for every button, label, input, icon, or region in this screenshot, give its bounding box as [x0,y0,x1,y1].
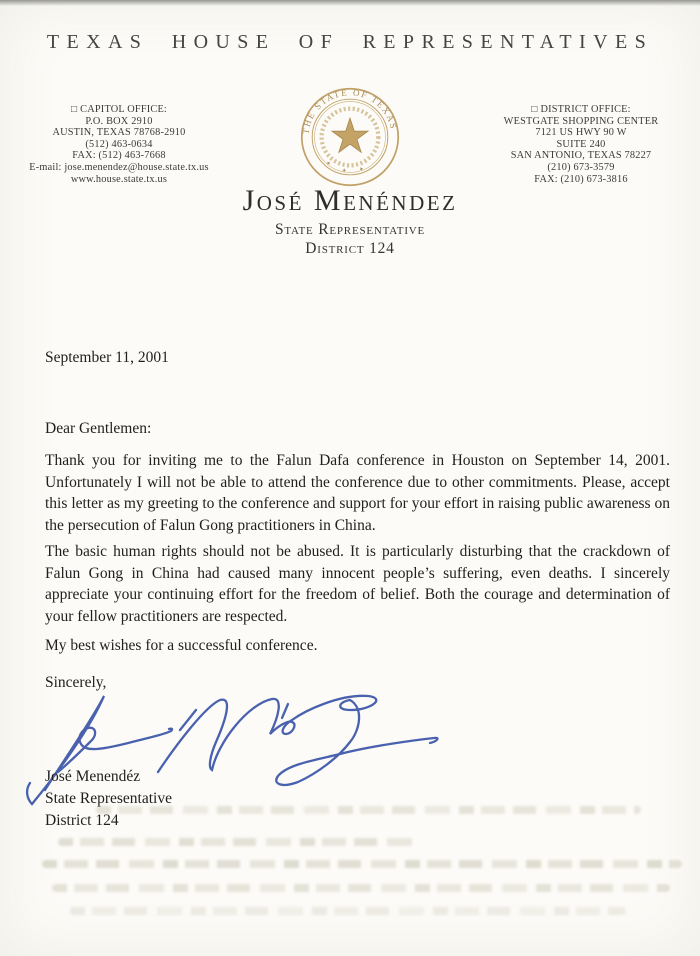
representative-title: State Representative [274,221,426,238]
signature-block [45,766,172,832]
seal-star [332,118,368,152]
letter-paragraph: Thank you for inviting me to the Falun Dafa conference in Houston on September 14, 2001. Unfortunately I will not be able to attend the conference due to other commitments. Please, accept this letter as my greeting to the conference and support for your effort in raising public awareness on the persecution of Falun Gong practitioners in China. [45,452,670,534]
district-office-line: WESTGATE SHOPPING CENTER [503,115,659,127]
signature-district: District 124 [45,812,119,829]
seal-ring-text: THE STATE OF TEXAS [300,87,400,135]
bleed-through-line [42,860,682,868]
capitol-office-email-line: E-mail: jose.menendez@house.state.tx.us [29,161,209,173]
capitol-office-line: AUSTIN, TEXAS 78768-2910 [52,127,186,139]
district-office-line: (210) 673-3579 [547,161,615,173]
bleed-through-line [58,838,420,846]
representative-district: District 124 [305,240,395,257]
scan-edge-artifact [0,0,700,6]
capitol-office-heading: □ CAPITOL OFFICE: [70,104,167,115]
seal-bottom-ornaments: ✦ ✦ ✦ [324,159,371,176]
bleed-through-line [52,884,670,892]
letterhead-title: TEXAS HOUSE OF REPRESENTATIVES [46,31,654,53]
signature-title: State Representative [45,790,172,807]
letter-paragraph: My best wishes for a successful conference. [45,637,318,654]
texas-state-seal-icon [298,85,402,189]
signature-name: José Menendéz [45,768,141,785]
representative-name: José Menéndez [242,184,458,217]
letter-closing: Sincerely, [45,673,107,691]
capitol-office-website-line: www.house.state.tx.us [70,173,168,185]
district-office-line: SUITE 240 [556,138,606,150]
letter-date: September 11, 2001 [45,349,169,366]
district-office-line: FAX: (210) 673-3816 [534,173,628,185]
letter-body [45,347,670,693]
district-office-line: 7121 US HWY 90 W [535,127,627,139]
capitol-office-block [0,104,238,185]
letter-paragraph: The basic human rights should not be abused. It is particularly disturbing that the crackdown of Falun Gong in China had caused many innocent people’s suffering, even deaths. I sincerely appreciate your continuing effort for the freedom of belief. Both the courage and determination of your fellow practitioners are respected. [45,543,670,625]
bleed-through-line [96,806,641,814]
capitol-office-line: FAX: (512) 463-7668 [72,150,166,162]
district-office-line: SAN ANTONIO, TEXAS 78227 [510,150,652,162]
capitol-office-line: P.O. BOX 2910 [85,115,153,127]
district-office-heading: □ DISTRICT OFFICE: [531,104,631,115]
letter-salutation: Dear Gentlemen: [45,419,152,437]
district-office-block [462,104,700,185]
bleed-through-line [70,907,626,915]
capitol-office-line: (512) 463-0634 [85,138,153,150]
